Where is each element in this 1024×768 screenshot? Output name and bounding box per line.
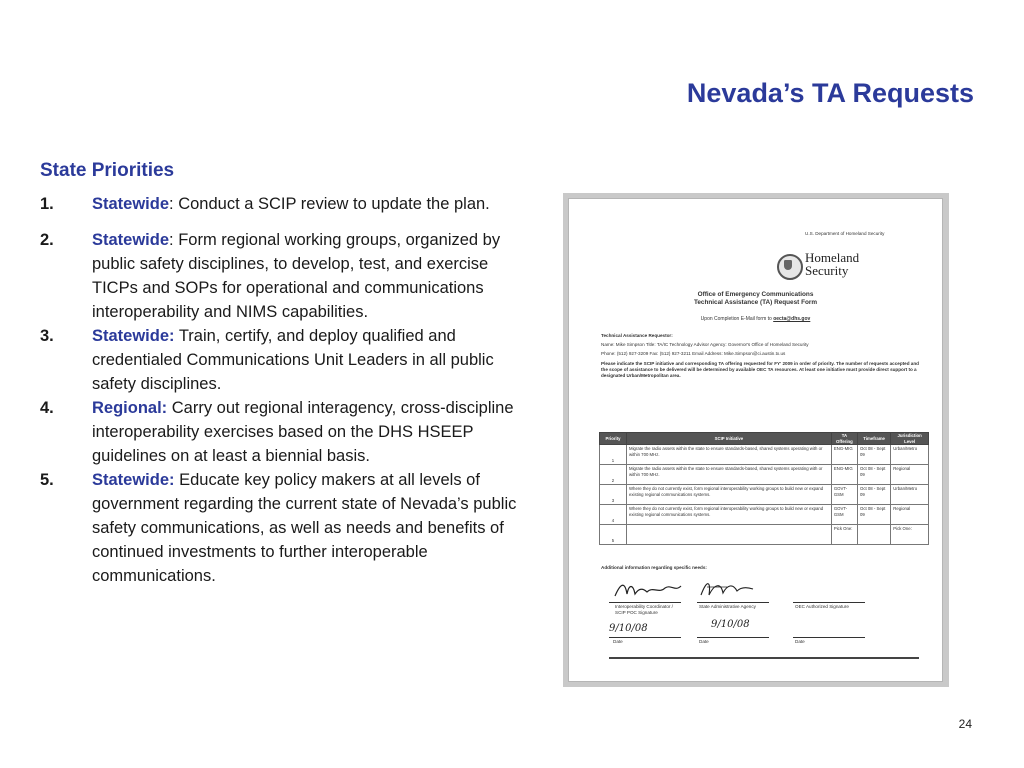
cell-initiative: Where they do not currently exist, form regional interoperability working groups to build new or expand existing regional communications systems. bbox=[627, 485, 832, 505]
form-header bbox=[569, 291, 942, 307]
cell-jurisdiction: Regional bbox=[891, 505, 929, 525]
sig3-caption: OEC Authorized Signature bbox=[795, 604, 849, 609]
date-1: 9/10/08 bbox=[609, 623, 648, 634]
column-header: Jurisdiction Level bbox=[891, 433, 929, 445]
office-title: Office of Emergency Communications bbox=[697, 291, 814, 298]
cell-priority: 4 bbox=[600, 505, 627, 525]
table-row bbox=[600, 465, 929, 485]
ta-form-image bbox=[563, 193, 949, 687]
cell-priority: 5 bbox=[600, 525, 627, 545]
table-row bbox=[600, 505, 929, 525]
item-keyword: Statewide bbox=[92, 231, 170, 249]
cell-initiative: Migrate the radio assets within the state to ensure standards-based, shared systems operating with or within 700 MHz. bbox=[627, 445, 832, 465]
item-keyword: Statewide: bbox=[92, 471, 175, 489]
column-header: SCIP Initiative bbox=[627, 433, 832, 445]
cell-priority: 1 bbox=[600, 445, 627, 465]
form-title: Technical Assistance (TA) Request Form bbox=[693, 299, 818, 306]
item-description: Train, certify, and deploy qualified and credentialed Communications Unit Leaders in all public safety disciplines. bbox=[92, 327, 494, 393]
list-item bbox=[40, 468, 535, 588]
list-item bbox=[40, 192, 535, 216]
cell-jurisdiction: Regional bbox=[891, 465, 929, 485]
cell-offering: Pick One: bbox=[831, 525, 857, 545]
cell-timeframe bbox=[857, 525, 890, 545]
item-description: Carry out regional interagency, cross-discipline interoperability exercises based on the DHS HSEEP guidelines on at least a biennial basis. bbox=[92, 399, 514, 465]
date-line bbox=[609, 637, 681, 638]
table-header-row bbox=[600, 433, 929, 445]
table-row bbox=[600, 525, 929, 545]
date-label: Date bbox=[699, 639, 709, 644]
ta-request-table bbox=[599, 432, 929, 545]
sig1-caption: Interoperability Coordinator / SCIP POC Signature bbox=[615, 604, 673, 615]
list-item bbox=[40, 324, 535, 396]
form-instructions: Please indicate the SCIP initiative and corresponding TA offering requested for FY' 2009 in order of priority. The number of requests accepted and the scope of assistance to be delivered will be determined by available OEC TA resources. At least one initiative must provide direct support to a designated Urban/Metropolitan area. bbox=[601, 361, 919, 378]
item-text bbox=[92, 468, 535, 588]
column-header: Timeframe bbox=[857, 433, 890, 445]
cell-offering: ENG-MIG bbox=[831, 465, 857, 485]
cell-jurisdiction: Urban/Metro bbox=[891, 485, 929, 505]
cell-offering: GOVT-GSM bbox=[831, 505, 857, 525]
slide-title: Nevada’s TA Requests bbox=[686, 78, 974, 108]
item-text bbox=[92, 324, 535, 396]
cell-priority: 3 bbox=[600, 485, 627, 505]
cell-jurisdiction: Pick One: bbox=[891, 525, 929, 545]
item-keyword: Regional: bbox=[92, 399, 168, 417]
bottom-rule bbox=[609, 657, 919, 659]
page-number: 24 bbox=[958, 717, 972, 731]
submit-instructions bbox=[569, 316, 942, 322]
cell-offering: GOVT-GSM bbox=[831, 485, 857, 505]
list-item bbox=[40, 396, 535, 468]
date-2: 9/10/08 bbox=[711, 619, 750, 630]
date-line bbox=[697, 637, 769, 638]
cell-timeframe: Oct 08 - Sept 09 bbox=[857, 465, 890, 485]
signature-2-icon bbox=[697, 577, 757, 601]
item-text bbox=[92, 396, 535, 468]
additional-info-label: Additional information regarding specific needs: bbox=[601, 565, 707, 570]
signature-line bbox=[697, 602, 769, 603]
item-keyword: Statewide: bbox=[92, 327, 175, 345]
cell-timeframe: Oct 08 - Sept 09 bbox=[857, 445, 890, 465]
cell-timeframe: Oct 08 - Sept 09 bbox=[857, 505, 890, 525]
signature-line bbox=[793, 602, 865, 603]
ta-form-paper bbox=[569, 199, 942, 681]
submit-email: oecta@dhs.gov bbox=[773, 316, 811, 322]
brand-line-2: Security bbox=[805, 263, 849, 278]
dhs-seal-icon bbox=[777, 254, 803, 280]
cell-initiative bbox=[627, 525, 832, 545]
brand-line-1: Homeland bbox=[805, 250, 860, 265]
section-heading: State Priorities bbox=[40, 160, 175, 181]
cell-initiative: Migrate the radio assets within the state to ensure standards-based, shared systems operating with or within 700 MHz. bbox=[627, 465, 832, 485]
requestor-block bbox=[601, 333, 923, 379]
priority-list bbox=[40, 192, 535, 588]
cell-timeframe: Oct 08 - Sept 09 bbox=[857, 485, 890, 505]
item-number: 1. bbox=[40, 195, 54, 213]
item-text bbox=[92, 228, 535, 324]
item-keyword: Statewide bbox=[92, 195, 170, 213]
item-number: 4. bbox=[40, 399, 54, 417]
upon-text: Upon Completion E-Mail form to bbox=[700, 316, 774, 322]
cell-initiative: Where they do not currently exist, form regional interoperability working groups to build new or expand existing regional communications systems. bbox=[627, 505, 832, 525]
item-number: 3. bbox=[40, 327, 54, 345]
item-description: Educate key policy makers at all levels of government regarding the current state of Nevada’s public safety communications, as well as needs and benefits of continued investments to further interoperable communications. bbox=[92, 471, 517, 585]
item-number: 5. bbox=[40, 471, 54, 489]
sig2-caption: State Administrative Agency bbox=[699, 604, 756, 609]
dept-line: U.S. Department of Homeland Security bbox=[805, 231, 885, 236]
column-header: TA Offering bbox=[831, 433, 857, 445]
cell-priority: 2 bbox=[600, 465, 627, 485]
item-description: : Form regional working groups, organized by public safety disciplines, to develop, test, and exercise TICPs and SOPs for operational and communications interoperability and NIMS capabilities. bbox=[92, 231, 501, 321]
homeland-security-logo bbox=[805, 251, 859, 277]
requestor-phone: Phone: (512) 927-3209 Fax: (512) 927-3211 Email Address: Mike.Simpson@ci.austin.tx.us bbox=[601, 351, 786, 356]
column-header: Priority bbox=[600, 433, 627, 445]
signature-1-icon bbox=[613, 580, 683, 602]
date-label: Date bbox=[613, 639, 623, 644]
date-line bbox=[793, 637, 865, 638]
cell-offering: ENG-MIG bbox=[831, 445, 857, 465]
date-label: Date bbox=[795, 639, 805, 644]
cell-jurisdiction: Urban/Metro bbox=[891, 445, 929, 465]
table-row bbox=[600, 445, 929, 465]
item-text bbox=[92, 192, 535, 216]
list-item bbox=[40, 228, 535, 324]
signature-line bbox=[609, 602, 681, 603]
table-row bbox=[600, 485, 929, 505]
requestor-heading: Technical Assistance Requestor: bbox=[601, 333, 673, 338]
item-description: : Conduct a SCIP review to update the plan. bbox=[169, 195, 490, 213]
requestor-name: Name: Mike Simpson Title: TA/IC Technology Advisor Agency: Governor's Office of Homeland Security bbox=[601, 342, 809, 347]
item-number: 2. bbox=[40, 231, 54, 249]
